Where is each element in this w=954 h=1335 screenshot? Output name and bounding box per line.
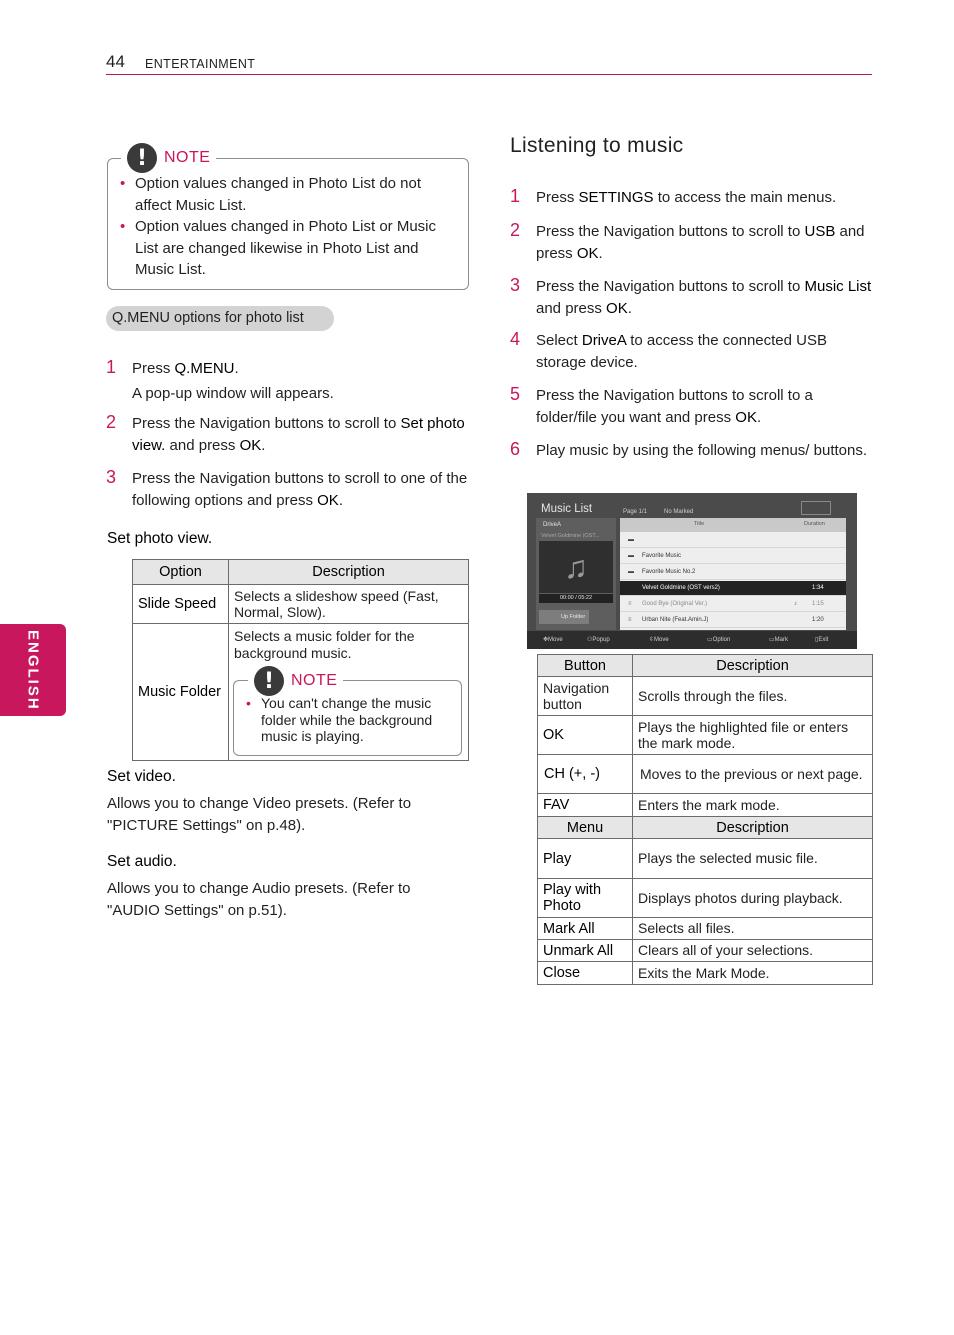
key-label: Q.MENU [174,360,235,377]
music-list-screenshot [527,493,857,649]
qmenu-step [106,413,470,456]
inner-note-text: • You can't change the music folder while the background music is playing. [234,695,456,745]
button-desc: Enters the mark mode. [633,794,873,817]
col-button: Button [538,655,633,677]
footer-move-page: ⇳ Move [649,637,669,643]
col-title: Title [694,521,705,527]
section-title: ENTERTAINMENT [145,57,256,71]
key-label: Music List [804,278,872,295]
step-number: 5 [510,384,521,404]
menu-desc: Displays photos during playback. [633,879,873,918]
music-note-icon: ♫ [539,541,613,593]
qmenu-step [106,358,470,404]
menu-desc: Selects all files. [633,918,873,940]
usb-device-icon [801,501,831,515]
set-photo-view-heading: Set photo view. [107,530,213,547]
file-list [620,518,846,630]
step-sub: A pop-up window will appears. [132,384,334,402]
step-number: 6 [510,439,521,459]
col-description: Description [633,655,873,677]
footer-move: ✥ Move [543,637,563,643]
key-label: SETTINGS [578,189,654,206]
file-row[interactable]: ▬ [620,533,846,548]
music-step [510,385,874,428]
key-label: OK [317,491,339,509]
file-row[interactable]: ▬ Favorite Music [620,549,846,564]
button-desc: Moves to the previous or next page. [633,755,873,794]
music-step [510,187,874,209]
menu-desc: Exits the Mark Mode. [633,962,873,985]
exclamation-icon: ! [254,666,284,696]
step-text: . [627,299,632,317]
table-row [538,918,873,940]
step-number: 2 [510,220,521,240]
footer-popup: ⚇ Popup [587,637,610,643]
menu-name: Mark All [538,918,633,940]
header-divider [106,74,872,75]
music-step [510,221,874,264]
step-text: to access the connected USB storage device. [536,332,827,371]
step-number: 2 [106,412,117,432]
playback-time: 00:00 / 05:22 [539,594,613,603]
button-desc: Scrolls through the files. [633,677,873,716]
step-number: 3 [510,275,521,295]
step-text: Press the Navigation buttons to scroll to [536,278,805,295]
step-text: Select [536,332,582,349]
col-description: Description [229,560,469,585]
music-step [510,276,874,319]
option-desc: Selects a music folder for the background music. [234,628,415,661]
key-label: OK [735,408,757,426]
menu-name: Play with Photo [538,879,633,918]
menu-desc: Plays the selected music file. [633,839,873,879]
qmenu-step [106,468,470,511]
set-audio-heading: Set audio. [107,853,177,870]
step-text: Press the Navigation buttons to scroll to a folder/file you want and press [536,387,813,426]
menu-name: Close [538,962,633,985]
menu-desc: Clears all of your selections. [633,940,873,962]
option-name: Music Folder [133,624,229,761]
exclamation-icon: ! [127,143,157,173]
key-label: OK [576,244,599,262]
table-row [538,755,873,794]
menu-name: Unmark All [538,940,633,962]
file-row[interactable]: ≡ Good Bye (Original Ver.) ♪ 1:15 [620,597,846,612]
inner-note-header [248,666,343,696]
step-number: 3 [106,467,117,487]
screen-footer [527,631,857,649]
footer-mark: ▭ Mark [769,637,789,643]
col-option: Option [133,560,229,585]
step-number: 1 [106,357,117,377]
footer-option: ▭ Option [707,637,731,643]
step-text: . [338,491,343,509]
table-row [133,585,469,624]
table-row [538,940,873,962]
step-text: . [234,360,239,377]
menu-name: Play [538,839,633,879]
step-text: Press the Navigation buttons to scroll to [132,415,401,432]
language-tab [0,624,66,716]
key-label: Set photo view. [132,415,465,454]
set-video-text: Allows you to change Video presets. (Refer to "PICTURE Settings" on p.48). [107,795,412,834]
button-desc: Plays the highlighted file or enters the mark mode. [633,716,873,755]
qmenu-pill: Q.MENU options for photo list [106,306,334,331]
step-text: to access the main menus. [653,189,837,206]
set-video-heading: Set video. [107,768,176,785]
language-label: ENGLISH [24,629,42,711]
folder-icon: ▬ [628,553,634,559]
col-menu: Menu [538,817,633,839]
page-number: 44 [106,52,125,71]
step-text: Press the Navigation buttons to scroll to one of the following options and press [132,470,468,509]
note-header [121,143,216,173]
key-label: DriveA [581,332,627,349]
note-bullet: • Option values changed in Photo List or Music List are changed likewise in Photo List and Music List. [108,216,458,281]
drive-label: DriveA [543,522,562,528]
step-text: Press the Navigation buttons to scroll to [536,223,805,240]
page-heading: Listening to music [510,134,684,157]
step-text: . [756,408,762,426]
now-playing-title: Velvet Goldmine (OST... [541,533,600,539]
note-bullet: • Option values changed in Photo List do not affect Music List. [108,173,458,216]
table-row [538,677,873,716]
step-number: 1 [510,186,521,206]
up-folder-button[interactable]: Up Folder [539,610,589,624]
table-row [538,716,873,755]
key-label: OK [606,299,628,317]
col-duration: Duration [804,521,825,527]
table-row [538,879,873,918]
table-row [538,962,873,985]
file-list-header [620,518,846,532]
screen-title: Music List [541,503,593,515]
footer-exit: ▯ Exit [815,637,829,643]
button-name: Navigation button [538,677,633,716]
step-text: and press [536,299,607,317]
music-step [510,330,874,373]
file-row-selected[interactable]: Velvet Goldmine (OST vers2) 1:34 [620,581,846,596]
music-step [510,440,874,462]
step-text: . [261,436,266,454]
folder-icon: ▬ [628,569,634,575]
button-name: OK [538,716,633,755]
marked-indicator: No Marked [664,509,694,515]
button-name: CH (+, -) [538,755,633,794]
set-audio-text: Allows you to change Audio presets. (Refer to "AUDIO Settings" on p.51). [107,880,411,919]
file-row[interactable]: ▬ Favorite Music No.2 [620,565,846,580]
step-number: 4 [510,329,521,349]
option-name: Slide Speed [133,585,229,624]
step-text: Press [132,360,175,377]
page-indicator: Page 1/1 [623,509,648,515]
button-name: FAV [538,794,633,817]
step-text: and press [165,436,240,454]
file-row[interactable]: ≡ Urban Nite (Feat.Amin.J) 1:20 [620,613,846,628]
step-text: Play music by using the following menus/ buttons. [536,442,868,459]
table-row [538,794,873,817]
note-bullets [108,173,458,281]
step-text: and press [536,223,865,262]
step-text: . [598,244,603,262]
col-description: Description [633,817,873,839]
music-note-icon: ♪ [794,601,797,607]
step-text: Press [536,189,579,206]
option-desc: Selects a slideshow speed (Fast, Normal, Slow). [229,585,469,624]
key-label: USB [804,223,836,240]
key-label: OK [239,436,262,454]
buttons-table [537,654,873,985]
table-row [538,839,873,879]
note-title: NOTE [291,672,338,689]
note-title: NOTE [164,149,211,166]
